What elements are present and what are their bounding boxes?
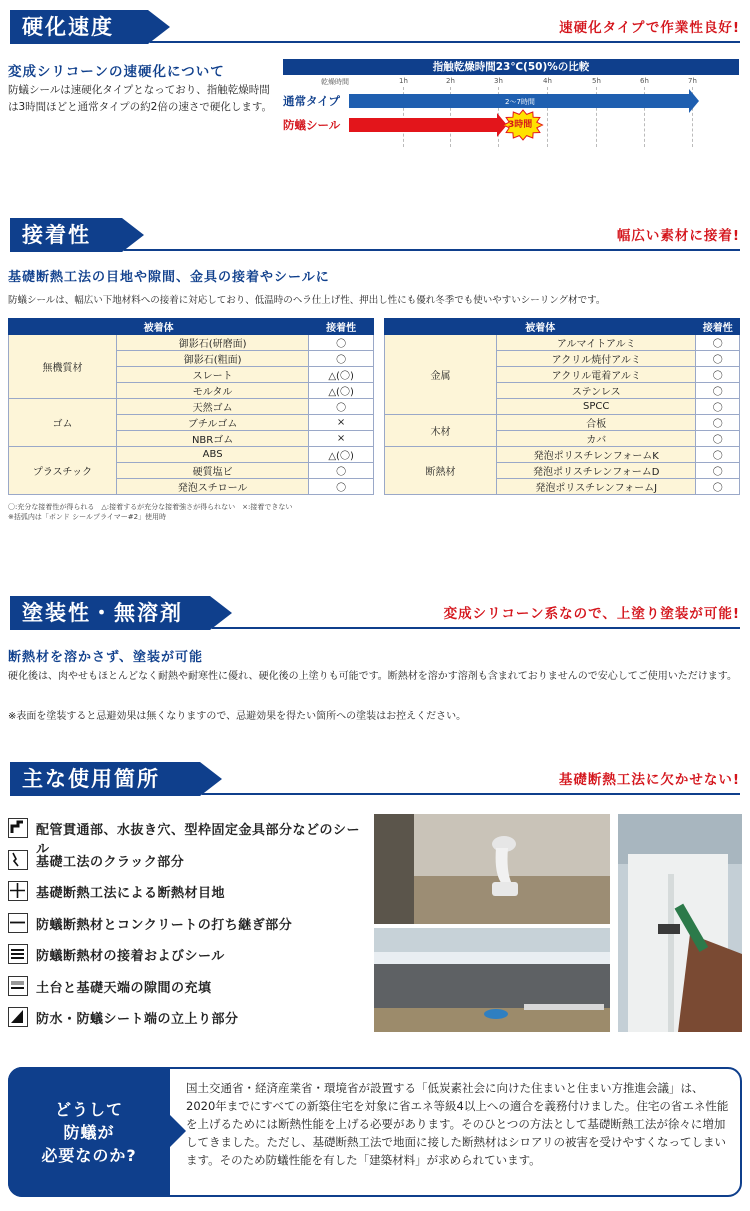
adhesion-cell: 〇 — [696, 383, 740, 399]
section-header-adhesion — [0, 218, 750, 258]
section-tagline: 変成シリコーン系なので、上塗り塗装が可能! — [443, 606, 740, 622]
usage-item-label: 基礎工法のクラック部分 — [36, 854, 185, 870]
bar-label-termite: 3時間 — [508, 120, 533, 130]
adhesion-cell: 〇 — [309, 351, 374, 367]
section-title: 塗装性・無溶剤 — [10, 596, 210, 630]
joint-line-icon — [8, 913, 28, 933]
usage-item — [8, 880, 368, 904]
usage-item — [8, 975, 368, 999]
footnote: ※括弧内は「ボンド シールプライマー#2」使用時 — [8, 513, 167, 521]
axis-tick-label: 6h — [640, 77, 649, 85]
adhesion-cell: 〇 — [696, 463, 740, 479]
crack-icon — [8, 850, 28, 870]
group-cell: プラスチック — [9, 447, 117, 495]
material-cell: 発泡ポリスチレンフォームJ — [497, 479, 696, 495]
photo-pipe-penetration — [374, 814, 610, 924]
adhesion-cell: △(〇) — [309, 447, 374, 463]
usage-item-label: 基礎断熱工法による断熱材目地 — [36, 886, 226, 901]
usage-item — [8, 1006, 368, 1030]
axis-tick-label: 5h — [592, 77, 601, 85]
group-cell: ゴム — [9, 399, 117, 447]
axis-tick-label: 7h — [688, 77, 697, 85]
material-cell: 御影石(粗面) — [117, 351, 309, 367]
material-cell: 天然ゴム — [117, 399, 309, 415]
sheet-edge-icon — [8, 1007, 28, 1027]
photo-applying-sealant — [618, 814, 742, 1032]
usage-item — [8, 912, 368, 936]
material-cell: モルタル — [117, 383, 309, 399]
material-cell: カバ — [497, 431, 696, 447]
row-label-standard: 通常タイプ — [283, 94, 340, 108]
col-header: 被着体 — [9, 319, 309, 335]
material-cell: 硬質塩ビ — [117, 463, 309, 479]
usage-item-label: 防蟻断熱材とコンクリートの打ち継ぎ部分 — [36, 917, 293, 933]
material-cell: アルマイトアルミ — [497, 335, 696, 351]
table-row — [9, 447, 374, 463]
row-label-termite: 防蟻シール — [283, 118, 341, 132]
table-row — [9, 399, 374, 415]
why-label-line: どうして — [54, 1099, 123, 1119]
why-label-line: 必要なのか? — [41, 1145, 137, 1165]
drying-time-chart — [283, 59, 739, 149]
axis-tick-label: 4h — [543, 77, 552, 85]
section-title: 主な使用箇所 — [10, 762, 200, 796]
col-header: 接着性 — [309, 319, 374, 335]
paragraph: 硬化後は、肉やせもほとんどなく耐熱や耐寒性に優れ、硬化後の上塗りも可能です。断熱材を溶かす溶剤も含まれておりませんので安心してご使用いただけます。 — [8, 671, 737, 682]
material-cell: 発泡スチロール — [117, 479, 309, 495]
adhesion-cell: 〇 — [696, 479, 740, 495]
group-cell: 木材 — [385, 415, 497, 447]
divider — [202, 793, 740, 795]
material-cell: SPCC — [497, 399, 696, 415]
material-cell: スレート — [117, 367, 309, 383]
adhesion-cell: 〇 — [696, 367, 740, 383]
bar-termite-arrow — [349, 113, 507, 137]
adhesion-cell: 〇 — [696, 399, 740, 415]
section-tagline: 幅広い素材に接着! — [616, 228, 740, 244]
axis-tick-label: 2h — [446, 77, 455, 85]
divider — [150, 41, 740, 43]
material-cell: NBRゴム — [117, 431, 309, 447]
section-header-curing — [0, 10, 750, 50]
usage-item-label: 防蟻断熱材の接着およびシール — [36, 949, 225, 964]
table-row — [385, 335, 740, 351]
group-cell: 無機質材 — [9, 335, 117, 399]
adhesion-cell: 〇 — [309, 479, 374, 495]
adhesion-cell: △(〇) — [309, 367, 374, 383]
table-row — [385, 447, 740, 463]
adhesion-icon — [8, 944, 28, 964]
why-termite-box — [8, 1067, 742, 1197]
adhesion-cell: 〇 — [696, 335, 740, 351]
usage-item-label: 配管貫通部、水抜き穴、型枠固定金具部分などのシール — [36, 823, 361, 857]
joint-grid-icon — [8, 881, 28, 901]
adhesion-cell: 〇 — [696, 431, 740, 447]
col-header: 被着体 — [385, 319, 696, 335]
gap-fill-icon — [8, 976, 28, 996]
subtitle: 断熱材を溶かさず、塗装が可能 — [8, 650, 203, 665]
bar-label-standard: 2〜7時間 — [505, 98, 535, 106]
material-cell: 御影石(研磨面) — [117, 335, 309, 351]
axis-tick-label: 乾燥時間 — [321, 78, 349, 86]
adhesion-cell: 〇 — [309, 463, 374, 479]
subtitle: 基礎断熱工法の目地や隙間、金具の接着やシールに — [8, 270, 330, 285]
material-cell: 発泡ポリスチレンフォームD — [497, 463, 696, 479]
usage-item-label: 防水・防蟻シート端の立上り部分 — [36, 1012, 239, 1027]
usage-item-label: 土台と基礎天端の隙間の充填 — [36, 980, 212, 996]
why-label — [8, 1067, 170, 1197]
section-title: 接着性 — [10, 218, 122, 252]
paragraph: 防蟻シールは速硬化タイプとなっており、指触乾燥時間は3時間ほどと通常タイプの約2倍の速さで硬化します。 — [8, 84, 272, 113]
divider — [212, 627, 740, 629]
adhesion-cell: × — [309, 415, 374, 431]
material-cell: ステンレス — [497, 383, 696, 399]
section-tagline: 基礎断熱工法に欠かせない! — [558, 772, 740, 788]
material-cell: 合板 — [497, 415, 696, 431]
adhesion-table-left — [8, 318, 374, 495]
adhesion-cell: × — [309, 431, 374, 447]
why-label-line: 防蟻が — [63, 1122, 115, 1142]
adhesion-cell: 〇 — [696, 415, 740, 431]
adhesion-table-right — [384, 318, 740, 495]
table-row — [9, 335, 374, 351]
pipe-seal-icon — [8, 818, 28, 838]
usage-item — [8, 943, 368, 967]
material-cell: 発泡ポリスチレンフォームK — [497, 447, 696, 463]
paint-note: ※表面を塗装すると忌避効果は無くなりますので、忌避効果を得たい箇所への塗装はお控えください。 — [8, 711, 467, 722]
table-row — [385, 415, 740, 431]
material-cell: アクリル焼付アルミ — [497, 351, 696, 367]
group-cell: 断熱材 — [385, 447, 497, 495]
chart-title: 指触乾燥時間23℃(50)%の比較 — [283, 59, 739, 75]
section-header-paintability — [0, 596, 750, 636]
usage-item — [8, 849, 368, 873]
adhesion-cell: 〇 — [696, 351, 740, 367]
adhesion-cell: 〇 — [309, 399, 374, 415]
adhesion-cell: 〇 — [309, 335, 374, 351]
section-header-usage — [0, 762, 750, 802]
divider — [124, 249, 740, 251]
axis-tick-label: 1h — [399, 77, 408, 85]
why-text: 国土交通省・経済産業省・環境省が設置する「低炭素社会に向けた住まいと住まい方推進会議」は、2020年までにすべての新築住宅を対象に省エネ等級4以上への適合を義務付けました。住宅の省エネ性能を上げるためには断熱性能を上げる必要があります。そのひとつの方法として基礎断熱工法が徐々に増加してきました。ただし、基礎断熱工法で地面に接した断熱材はシロアリの被害を受けやすくなってしまいます。そのため防蟻性能を有した「建築材料」が求められています。 — [186, 1081, 729, 1167]
paragraph: 防蟻シールは、幅広い下地材料への接着に対応しており、低温時のヘラ仕上げ性、押出し性にも優れ冬季でも使いやすいシーリング材です。 — [8, 295, 606, 306]
legend-note: 〇:充分な接着性が得られる △:接着するが充分な接着強さが得られない ×:接着できない — [8, 503, 293, 511]
material-cell: ABS — [117, 447, 309, 463]
material-cell: ブチルゴム — [117, 415, 309, 431]
col-header: 接着性 — [696, 319, 740, 335]
usage-item — [8, 817, 368, 857]
material-cell: アクリル電着アルミ — [497, 367, 696, 383]
photo-foundation-insulation — [374, 928, 610, 1032]
subtitle: 変成シリコーンの速硬化について — [8, 64, 225, 80]
axis-tick-label: 3h — [494, 77, 503, 85]
section-tagline: 速硬化タイプで作業性良好! — [559, 20, 740, 36]
adhesion-cell: 〇 — [696, 447, 740, 463]
section-title: 硬化速度 — [10, 10, 148, 44]
group-cell: 金属 — [385, 335, 497, 415]
adhesion-cell: △(〇) — [309, 383, 374, 399]
